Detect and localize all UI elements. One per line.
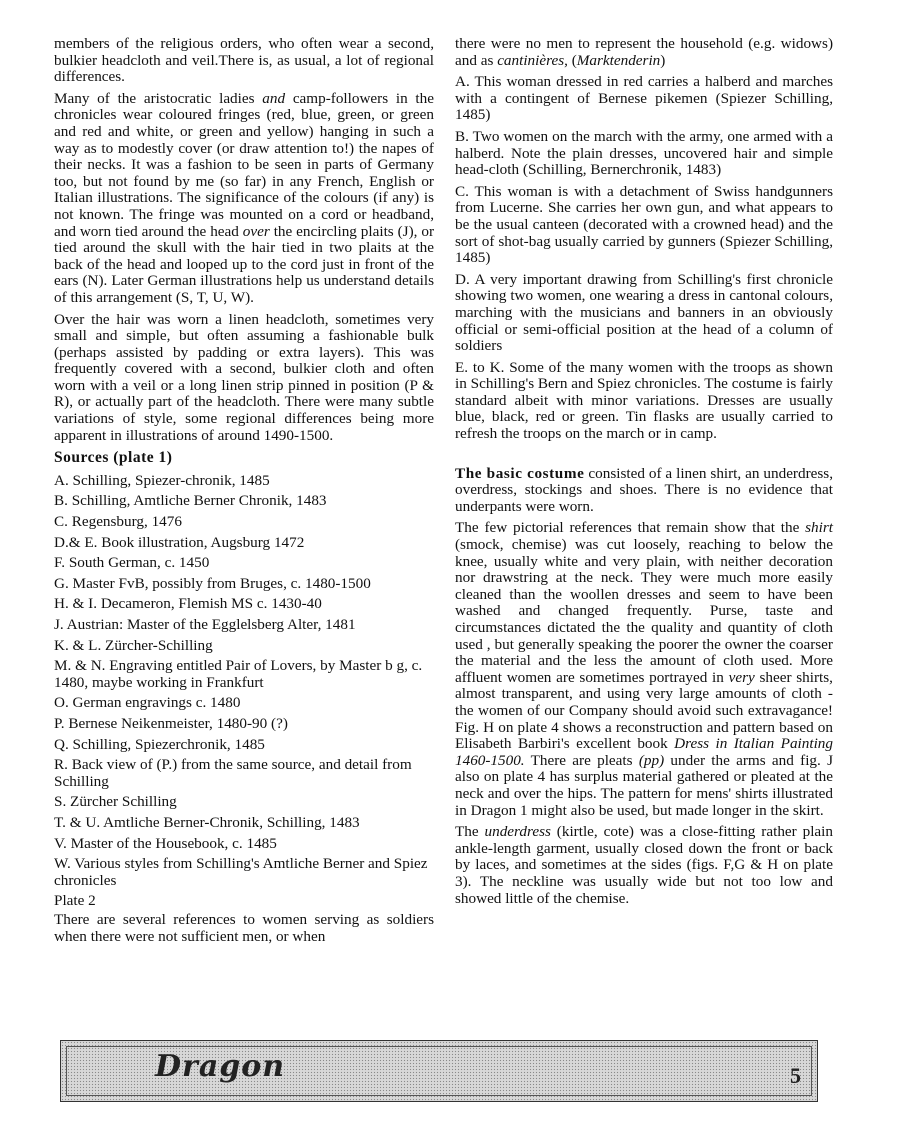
- right-column: [455, 36, 833, 912]
- source-item: T. & U. Amtliche Berner-Chronik, Schilling, 1483: [54, 813, 360, 831]
- page-number: 5: [790, 1063, 801, 1088]
- source-item: C. Regensburg, 1476: [54, 513, 182, 531]
- paragraph: The underdress (kirtle, cote) was a close-fitting rather plain ankle-length garment, usually closed down the front or back by laces, and sometimes at the sides (figs. F,G & H on plate 3). The neckline was usually wide but not too low and showed little of the chemise.: [455, 823, 833, 907]
- sources-heading: Sources (plate 1): [54, 449, 173, 467]
- paragraph: There are several references to women serving as soldiers when there were not sufficient men, or when: [54, 910, 434, 945]
- source-item: A. Schilling, Spiezer-chronik, 1485: [54, 471, 270, 489]
- source-item: P. Bernese Neikenmeister, 1480-90 (?): [54, 714, 288, 732]
- plate-note-d: D. A very important drawing from Schilling's first chronicle showing two women, one wearing a dress in cantonal colours, marching with the musicians and banners in an obviously official or semi-official position at the head of a column of soldiers: [455, 270, 833, 355]
- plate-note-b: B. Two women on the march with the army, one armed with a halberd. Note the plain dresses, uncovered hair and simple head-cloth (Schilling, Bernerchronik, 1483): [455, 127, 833, 179]
- source-item: V. Master of the Housebook, c. 1485: [54, 834, 277, 852]
- plate-note-c: C. This woman is with a detachment of Swiss handgunners from Lucerne. She carries her own gun, and what appears to be the usual canteen (decorated with a crowned head) and the sort of shot-bag usually carried by gunners (Spiezer Schilling, 1485): [455, 182, 833, 267]
- basic-costume-heading: The basic costume: [455, 464, 585, 482]
- source-item: K. & L. Zürcher-Schilling: [54, 636, 213, 654]
- source-item: R. Back view of (P.) from the same source, and detail from Schilling: [54, 756, 412, 790]
- paragraph: The few pictorial references that remain show that the shirt (smock, chemise) was cut loosely, reaching to below the knee, usually white and very plain, with neither decoration nor drawstring at the neck. They were much more easily cleaned than the woollen dresses and seem to have been washed and changed frequently. Purse, taste and circumstances dictated the the quality and quantity of cloth used , but generally speaking the poorer the owner the coarser the material and the less the amount of cloth used. More affluent women are sometimes portrayed in very sheer shirts, almost transparent, and using very large amounts of cloth - the women of our Company should avoid such extravagance! Fig. H on plate 4 shows a reconstruction and pattern based on Elisabeth Barbiri's excellent book Dress in Italian Painting 1460-1500. There are pleats (pp) under the arms and fig. J also on plate 4 has surplus material gathered or pleated at the neck and over the hips. The pattern for mens' shirts illustrated in Dragon 1 might also be used, but made longer in the skirt.: [455, 519, 833, 819]
- publication-title: Dragon: [155, 1049, 286, 1084]
- source-item: O. German engravings c. 1480: [54, 694, 241, 712]
- paragraph: Many of the aristocratic ladies and camp-followers in the chronicles wear coloured fringes (red, blue, green, or green and red and white, or green and yellow) hanging in such a way as to modestly cover (or draw attention to!) the napes of their necks. It was a fashion to be seen in parts of Germany too, but not found by me (so far) in any French, English or Italian illustrations. The significance of the colours (if any) is not known. The fringe was mounted on a cord or headband, and worn tied around the head over the encircling plaits (J), or tied around the skull with the hair tied in two plaits at the back of the head and looped up to the cord just in front of the ears (N). Later German illustrations help us understand details of this arrangement (S, T, U, W).: [54, 89, 435, 306]
- source-item: J. Austrian: Master of the Egglelsberg Alter, 1481: [54, 616, 356, 633]
- plate-note-e-k: E. to K. Some of the many women with the troops as shown in Schilling's Bern and Spiez chronicles. The costume is fairly standard albeit with minor variations. Dresses are usually blue, black, red or green. Tin flasks are usually carried to refresh the troops on the march or in camp.: [455, 358, 833, 443]
- footer-banner: [60, 1040, 818, 1102]
- plate-2-label: Plate 2: [54, 892, 96, 910]
- paragraph: members of the religious orders, who often wear a second, bulkier headcloth and veil.There is, as usual, a lot of regional differences.: [54, 35, 434, 86]
- left-column: [54, 36, 434, 950]
- paragraph: Over the hair was worn a linen headcloth, sometimes very small and simple, but often assuming a fashionable bulk (perhaps assisted by padding or extra layers). This was frequently covered with a second, bulkier cloth and often worn with a veil or a long linen strip pinned in position (P & R), or actually part of the headcloth. There were many subtle variations of style, some regional differences being more apparent in illustrations of around 1490-1500.: [54, 310, 434, 444]
- footer-inner-border: [66, 1046, 812, 1096]
- plate-note-a: A. This woman dressed in red carries a halberd and marches with a contingent of Bernese pikemen (Spiezer Schilling, 1485): [455, 73, 833, 124]
- source-item: W. Various styles from Schilling's Amtliche Berner and Spiez chronicles: [54, 855, 428, 889]
- source-item: H. & I. Decameron, Flemish MS c. 1430-40: [54, 595, 322, 613]
- paragraph: The basic costume consisted of a linen shirt, an underdress, overdress, stockings and shoes. There is no evidence that underpants were worn.: [455, 464, 833, 515]
- source-item: B. Schilling, Amtliche Berner Chronik, 1483: [54, 492, 327, 510]
- source-item: Q. Schilling, Spiezerchronik, 1485: [54, 735, 265, 753]
- paragraph: there were no men to represent the household (e.g. widows) and as cantinières, (Marktenderin): [455, 35, 833, 69]
- source-item: G. Master FvB, possibly from Bruges, c. 1480-1500: [54, 574, 371, 592]
- source-item: S. Zürcher Schilling: [54, 793, 177, 811]
- source-item: D.& E. Book illustration, Augsburg 1472: [54, 533, 305, 551]
- source-item: F. South German, c. 1450: [54, 554, 210, 572]
- source-item: M. & N. Engraving entitled Pair of Lovers, by Master b g, c. 1480, maybe working in Frankfurt: [54, 657, 423, 691]
